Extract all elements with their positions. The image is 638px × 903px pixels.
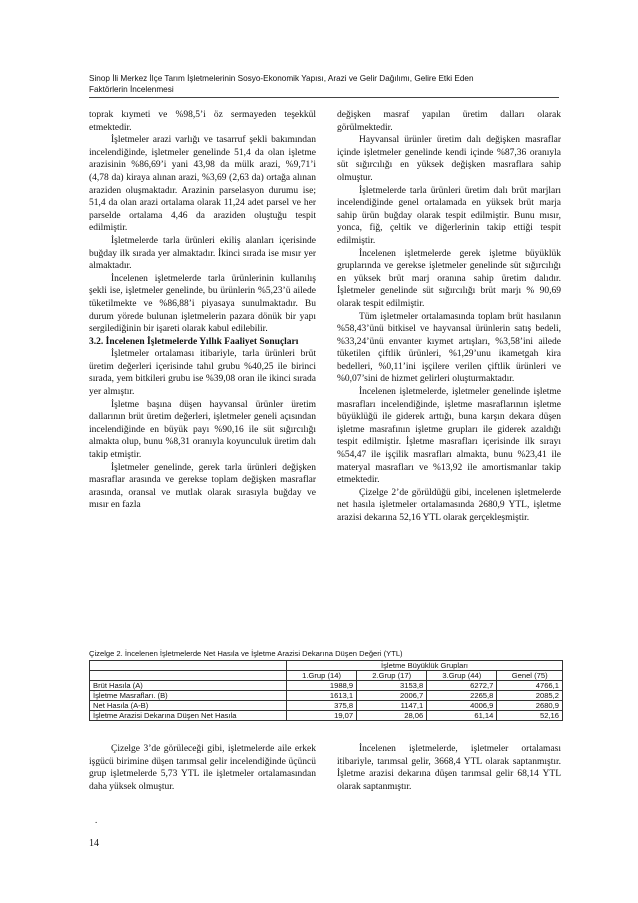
table-cell: 19,07: [287, 711, 357, 721]
paragraph: İşletmelerde tarla ürünleri üretim dalı brüt marjları incelendiğinde genel ortalamada en yüksek brüt marja sahip ürün buğday olarak tespit edilmiştir. Bunu mısır, yonca, fiğ, çeltik ve diğerlerinin takip ettiği tespit edilmiştir.: [337, 185, 561, 246]
left-column: [89, 109, 316, 512]
paragraph: İşletmeler ortalaması itibariyle, tarla ürünleri brüt üretim değerleri içerisinde tahıl grubu %40,25 ile birinci sırada, yem bitkileri grubu ise %39,08 oran ile ikinci sırada yer almıştır.: [89, 349, 316, 398]
table-cell: 2006,7: [357, 691, 427, 701]
paragraph: İncelenen işletmelerde, işletmeler genelinde işletme masrafları incelendiğinde, işletme masraflarının işletme büyüklüğü ile giderek arttığı, buna karşın dekara düşen işletme masrafının işletme grupları ile giderek azaldığı tespit edilmiştir. İşletme masrafları içerisinde ilk sırayı %54,47 ile işçilik masrafları almakta, bunu %23,41 ile materyal masrafları ve %13,92 ile amortismanlar takip etmektedir.: [337, 387, 561, 486]
row-label: Brüt Hasıla (A): [90, 681, 287, 691]
column-header: 3.Grup (44): [427, 671, 497, 681]
paragraph: İncelenen işletmelerde gerek işletme büyüklük gruplarında ve gerekse işletmeler genelinde süt sığırcılığı en yüksek brüt marj oranına sahip üretim dalıdır. İşletmeler genelinde süt sığırcılığı brüt marjı % 90,69 olarak tespit edilmiştir.: [337, 248, 561, 309]
paragraph: İşletmeler genelinde, gerek tarla ürünleri değişken masraflar arasında ve gerekse toplam değişken masraflar arasında, oransal ve mutlak olarak sırasıyla buğday ve mısır en fazla: [89, 462, 316, 511]
table-cell: 3153,8: [357, 681, 427, 691]
bottom-right-column: [337, 743, 561, 793]
row-label: İşletme Masrafları. (B): [90, 691, 287, 701]
table-cell: 61,14: [427, 711, 497, 721]
table-cell: 6272,7: [427, 681, 497, 691]
paragraph: Hayvansal ürünler üretim dalı değişken masraflar içinde işletmeler genelinde kendi içinde %87,36 oranıyla süt sığırcılığı en yüksek değişken masraflara sahip olmuştur.: [337, 135, 561, 183]
table-row: [90, 701, 563, 711]
right-column: [337, 109, 561, 525]
table-cell: 52,16: [497, 711, 563, 721]
bottom-left-column: [89, 743, 316, 793]
table-cell: 4006,9: [427, 701, 497, 711]
paragraph: değişken masraf yapılan üretim dalları olarak görülmektedir.: [337, 110, 561, 133]
table-cell: 2085,2: [497, 691, 563, 701]
table-row: [90, 661, 563, 671]
group-header: İşletme Büyüklük Grupları: [287, 661, 563, 671]
page-number: 14: [89, 838, 99, 849]
column-header: 2.Grup (17): [357, 671, 427, 681]
running-header-line-1: Sinop İli Merkez İlçe Tarım İşletmelerinin Sosyo-Ekonomik Yapısı, Arazi ve Gelir Dağılımı, Gelire Etki Eden: [89, 74, 474, 83]
table-header-row: [90, 671, 563, 681]
paragraph: İşletmelerde tarla ürünleri ekiliş alanları içerisinde buğday ilk sırada yer almaktadır. İkinci sırada ise mısır yer almaktadır.: [89, 235, 316, 272]
table-row: [90, 691, 563, 701]
column-header: Genel (75): [497, 671, 563, 681]
paragraph: İncelenen işletmelerde, işletmeler ortalaması itibariyle, tarımsal gelir, 3668,4 YTL olarak saptanmıştır. İşletme arazisi dekarına düşen tarımsal gelir 68,14 YTL olarak saptanmıştır.: [337, 744, 561, 792]
running-header-line-2: Faktörlerin İncelenmesi: [89, 85, 174, 94]
net-income-table: [89, 660, 563, 721]
table-cell-empty: [90, 671, 287, 681]
table-row: [90, 681, 563, 691]
row-label: İşletme Arazisi Dekarına Düşen Net Hasıla: [90, 711, 287, 721]
row-label: Net Hasıla (A-B): [90, 701, 287, 711]
table-cell: 1988,9: [287, 681, 357, 691]
paragraph: Tüm işletmeler ortalamasında toplam brüt hasılanın %58,43’ünü bitkisel ve hayvansal ürünlerin satış bedeli, %33,24’ünü envanter kıymet artışları, %3,58’ini ailede tüketilen çiftlik ürünleri, %1,29’unu ikametgah kira bedelleri, %0,11’ini işçilere verilen çiftlik ürünleri ve %0,07’sini de hizmet gelirleri oluşturmaktadır.: [337, 311, 561, 385]
stray-dot: .: [95, 815, 98, 825]
table-cell-empty: [90, 661, 287, 671]
running-header: [89, 73, 559, 98]
paragraph: Çizelge 2’de görüldüğü gibi, incelenen işletmelerde net hasıla işletmeler ortalamasında 2680,9 YTL, işletme arazisi dekarına 52,16 YTL olarak gerçekleşmiştir.: [337, 487, 561, 523]
paragraph: İncelenen işletmelerde tarla ürünlerinin kullanılış şekli ise, işletmeler genelinde, bu ürünlerin %5,23’ü ailede tüketilmekte ve %86,88’i piyasaya sunulmaktadır. Bu durum yörede bulunan işletmelerin pazara dönük bir yapı sergilediğinin bir işareti olarak kabul edilebilir.: [89, 273, 316, 335]
paragraph: İşletme başına düşen hayvansal ürünler üretim dallarının brüt üretim değerleri, işletmeler geneli açısından incelendiğinde en büyük payı %90,16 ile süt sığırcılığı almakta olup, bunu %8,31 oranıyla koyunculuk üretim dalı takip etmiştir.: [89, 399, 316, 461]
table-cell: 1613,1: [287, 691, 357, 701]
column-header: 1.Grup (14): [287, 671, 357, 681]
table-cell: 28,06: [357, 711, 427, 721]
table-cell: 4766,1: [497, 681, 563, 691]
table-cell: 1147,1: [357, 701, 427, 711]
paragraph: toprak kıymeti ve %98,5’i öz sermayeden teşekkül etmektedir.: [89, 110, 316, 133]
table-cell: 375,8: [287, 701, 357, 711]
table-row: [90, 711, 563, 721]
section-heading: 3.2. İncelenen İşletmelerde Yıllık Faaliyet Sonuçları: [89, 336, 299, 347]
paragraph: Çizelge 3’de görüleceği gibi, işletmelerde aile erkek işgücü birimine düşen tarımsal gelir incelendiğinde üçüncü grup işletmelerde 5,73 YTL ile işletmeler ortalamasından daha yüksek olmuştur.: [89, 744, 316, 792]
table-caption: Çizelge 2. İncelenen İşletmelerde Net Hasıla ve İşletme Arazisi Dekarına Düşen Değeri (YTL): [89, 649, 403, 658]
table-cell: 2265,8: [427, 691, 497, 701]
paragraph: İşletmeler arazi varlığı ve tasarruf şekli bakımından incelendiğinde, işletmeler genelinde 51,4 da olan işletme arazisinin %86,69’i yani 43,98 da mülk arazi, %9,71’i (4,78 da) kiraya alınan arazi, %3,69 (2,63 da) ortağa alınan araziden oluşmaktadır. Arazinin parselasyon durumu ise; 51,4 da olan arazi ortalama olarak 11,24 adet parsel ve her parselde ortalama 4,46 da araziden oluştuğu tespit edilmiştir.: [89, 135, 316, 234]
table-cell: 2680,9: [497, 701, 563, 711]
